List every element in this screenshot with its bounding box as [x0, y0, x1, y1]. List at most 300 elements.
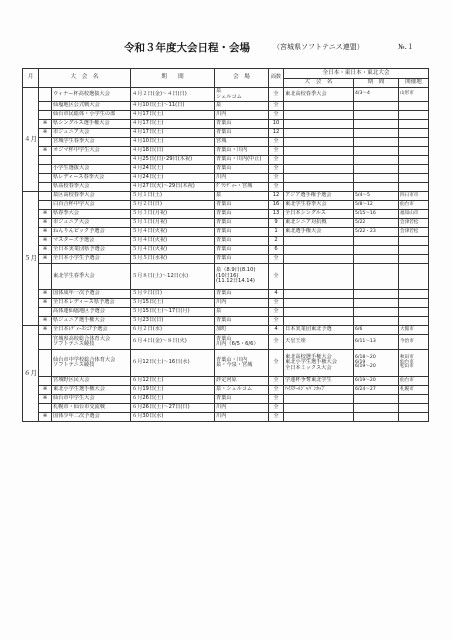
regional-event-name: 全日本シングルス: [284, 210, 354, 219]
name-header: 大 会 名: [39, 69, 131, 88]
event-name: 全日本レディース県予選会: [52, 299, 131, 308]
regional-event-period: [354, 264, 399, 290]
month-april: ４月: [23, 88, 39, 192]
event-name: 全日本実業団県予選会: [52, 246, 131, 255]
event-period: ４月17日(土): [131, 129, 215, 138]
court-count: 1: [269, 228, 284, 237]
regional-event-period: [354, 317, 399, 326]
regional-event-period: [354, 183, 399, 192]
event-venue: 青葉山: [215, 255, 269, 264]
event-venue: 川内: [215, 404, 269, 413]
event-venue-line: 青葉山・川内: [216, 356, 248, 363]
regional-event-period: [354, 120, 399, 129]
table-row: [23, 102, 429, 111]
regional-event-name: [284, 138, 354, 147]
regional-event-period: 5/15～16: [354, 210, 399, 219]
event-period: ４月18日(日): [131, 147, 215, 156]
regional-event-name: [284, 147, 354, 156]
regional-event-period: 4/3～4: [354, 88, 399, 102]
event-venue-line: 青葉山: [216, 335, 232, 342]
event-name: マスターズ予選会: [52, 237, 131, 246]
event-name: 県ジュニア選手権大会: [52, 317, 131, 326]
event-period: ５月８日(土)～12日(水): [131, 264, 215, 290]
regional-event-name: アジア選手権予選会: [284, 192, 354, 201]
table-row: [23, 413, 429, 422]
regional-event-name: [284, 165, 354, 174]
regional-event-period: [354, 129, 399, 138]
mark-cell: [39, 308, 52, 317]
regional-event-venue: [399, 264, 429, 290]
regional-event-name: [284, 111, 354, 120]
regional-event-period: [354, 290, 399, 299]
event-period: ５月15日(土)～17日(月): [131, 308, 215, 317]
regional-event-name: 天皇王座: [284, 335, 354, 350]
regional-event-name: [284, 350, 354, 377]
regional-event-venue: [399, 120, 429, 129]
event-venue-line: (11.12日14.14): [216, 278, 255, 285]
event-period: ６月26日(土)～27日(日): [131, 404, 215, 413]
month-june: ６月: [23, 326, 39, 422]
event-period: ４月17日(土): [131, 120, 215, 129]
table-row: [23, 377, 429, 386]
court-count: 全: [269, 404, 284, 413]
table-row: [23, 395, 429, 404]
regional-event-period: [354, 246, 399, 255]
mark-cell: [39, 174, 52, 183]
event-period: ４月17日(土): [131, 111, 215, 120]
event-period: ６月30日(水): [131, 413, 215, 422]
event-venue: 青葉山・川内(中止): [215, 156, 269, 165]
regional-event-venue: [399, 395, 429, 404]
mark-cell: [39, 192, 52, 201]
header-row-1: [23, 69, 429, 79]
regional-event-period: [354, 255, 399, 264]
event-venue: [215, 264, 269, 290]
regional-event-venue: [399, 156, 429, 165]
table-row: [23, 183, 429, 192]
event-venue-line: シェルコム: [216, 93, 242, 100]
regional-event-venue: 札幌市: [399, 386, 429, 395]
schedule-table: [22, 68, 429, 422]
regional-event-period-line: 6/19～20: [355, 364, 376, 370]
event-period: ６月４日(金)～８日(火): [131, 335, 215, 350]
table-row: [23, 219, 429, 228]
regional-event-venue: 会津若松: [399, 219, 429, 228]
regional-event-venue: [399, 290, 429, 299]
regional-event-period: 5/4～5: [354, 192, 399, 201]
regional-event-period: 6/11～13: [354, 335, 399, 350]
regional-event-venue: 会津若松: [399, 228, 429, 237]
regional-period-header: 期 間: [354, 79, 399, 88]
table-row: [23, 290, 429, 299]
event-name: 県レディース春季大会: [52, 174, 131, 183]
court-count: 4: [269, 326, 284, 335]
event-period: ５月４日(火祝): [131, 228, 215, 237]
court-count: 全: [269, 183, 284, 192]
event-name: [52, 156, 131, 165]
event-name: 全日本小学生予選会: [52, 255, 131, 264]
regional-event-venue: [399, 102, 429, 111]
table-row: [23, 308, 429, 317]
table-row: [23, 165, 429, 174]
event-name: [52, 350, 131, 377]
table-row: [23, 255, 429, 264]
page-number: №.１: [398, 43, 414, 51]
regional-event-name: [284, 308, 354, 317]
regional-event-venue: [399, 404, 429, 413]
regional-event-period: [354, 413, 399, 422]
regional-event-name: [284, 395, 354, 404]
event-period: ６月26日(土): [131, 395, 215, 404]
regional-event-period-line: 6/18～20: [355, 354, 376, 360]
court-count: 全: [269, 350, 284, 377]
event-venue: [215, 350, 269, 377]
table-row: [23, 138, 429, 147]
event-venue: 宮城: [215, 138, 269, 147]
event-name: 全日本ﾚﾃﾞｨｰｽｼﾆｱ予選会: [52, 326, 131, 335]
event-period: ４月24日(土): [131, 165, 215, 174]
regional-event-period: 6/19～20: [354, 377, 399, 386]
event-period: ４月10日(土)～11(日): [131, 102, 215, 111]
month-may: ５月: [23, 192, 39, 326]
mark-cell: [39, 377, 52, 386]
court-count: 13: [269, 210, 284, 219]
mark-cell: [39, 165, 52, 174]
regional-event-period: [354, 147, 399, 156]
regional-event-name: [284, 120, 354, 129]
regional-event-venue: 山形市: [399, 88, 429, 102]
venue-header: 会 場: [215, 69, 269, 88]
table-row: [23, 326, 429, 335]
table-row: [23, 350, 429, 377]
event-period: ５月３日(月祝): [131, 219, 215, 228]
event-name: 市ジュニア大会: [52, 129, 131, 138]
event-period: ６月12日(土)～16日(水): [131, 350, 215, 377]
table-row: [23, 246, 429, 255]
mark-cell: ※: [39, 228, 52, 237]
regional-name-header: 大 会 名: [284, 79, 354, 88]
event-venue: 泉: [215, 102, 269, 111]
mark-cell: [39, 156, 52, 165]
court-count: 16: [269, 201, 284, 210]
mark-cell: ※: [39, 299, 52, 308]
regional-event-name: [284, 290, 354, 299]
event-period: ５月９日(日): [131, 290, 215, 299]
court-count: 12: [269, 129, 284, 138]
regional-event-name-line: 東北小学生選手権大会: [285, 359, 337, 366]
regional-event-venue: [399, 129, 429, 138]
event-venue: 青葉山: [215, 246, 269, 255]
court-count: 全: [269, 174, 284, 183]
mark-cell: [39, 102, 52, 111]
mark-cell: ※: [39, 255, 52, 264]
event-name: 高体連仙塩地区予選会: [52, 308, 131, 317]
mark-cell: ※: [39, 147, 52, 156]
event-venue: 川内: [215, 413, 269, 422]
table-row: [23, 129, 429, 138]
period-header: 期 間: [131, 69, 215, 88]
regional-event-period: [354, 165, 399, 174]
event-period: ４月24日(土): [131, 174, 215, 183]
table-row: [23, 335, 429, 350]
regional-event-period: 6/6: [354, 326, 399, 335]
event-period: ６月２日(水): [131, 326, 215, 335]
regional-event-period: 5/22: [354, 219, 399, 228]
mark-cell: [39, 335, 52, 350]
event-period: ５月３日(月祝): [131, 210, 215, 219]
table-row: [23, 228, 429, 237]
event-venue: 青葉山: [215, 228, 269, 237]
event-venue: 青葉山: [215, 237, 269, 246]
event-name: 白百合杯中学大会: [52, 201, 131, 210]
event-period: ４月27日(火)～29日(木祝): [131, 183, 215, 192]
event-name: 県高校春季大会: [52, 183, 131, 192]
table-row: [23, 264, 429, 290]
regional-event-period: [354, 111, 399, 120]
event-name: 泉区高校春季大会: [52, 192, 131, 201]
court-count: 全: [269, 138, 284, 147]
regional-event-period: [354, 299, 399, 308]
mark-cell: [39, 350, 52, 377]
event-venue: 青葉山: [215, 290, 269, 299]
event-venue: 評定河原: [215, 377, 269, 386]
regional-event-venue: [399, 350, 429, 377]
court-count: 全: [269, 147, 284, 156]
regional-event-period: 5/8～12: [354, 201, 399, 210]
event-venue: 川内: [215, 111, 269, 120]
event-venue: ｸﾞﾗﾝﾃﾞｨｰ・宮城: [215, 183, 269, 192]
regional-event-name: [284, 237, 354, 246]
regional-event-name: 日本実業団東北予選: [284, 326, 354, 335]
court-count: 全: [269, 88, 284, 102]
event-name: 札幌市・仙台市交流戦: [52, 404, 131, 413]
event-venue: 青葉山・川内: [215, 147, 269, 156]
regional-event-period: [354, 308, 399, 317]
regional-event-name: 学連杯争奪東北学生: [284, 377, 354, 386]
regional-event-venue: 仙台市: [399, 201, 429, 210]
regional-event-period: [354, 138, 399, 147]
event-name-line: 宮城県高校総合体育大会: [53, 335, 111, 342]
regional-event-venue-line: 仙台市: [400, 359, 414, 365]
regional-event-venue: 福知山市: [399, 210, 429, 219]
event-period: ６月12日(土): [131, 377, 215, 386]
table-row: [23, 317, 429, 326]
court-count: 10: [269, 120, 284, 129]
regional-event-venue-line: 松山市: [400, 364, 414, 370]
regional-event-name: [284, 129, 354, 138]
event-venue: 加町: [215, 326, 269, 335]
event-venue: 青葉山: [215, 129, 269, 138]
event-venue: 青葉山: [215, 317, 269, 326]
event-venue: 青葉山: [215, 219, 269, 228]
regional-event-venue: [399, 138, 429, 147]
mark-cell: [39, 183, 52, 192]
event-venue-line: 泉・今泉・宮城: [216, 362, 253, 368]
event-venue-line: 泉: [216, 88, 222, 95]
event-name: 県シングルス選手権大会: [52, 120, 131, 129]
event-venue: [215, 88, 269, 102]
event-name: 国体少年二次予選会: [52, 413, 131, 422]
table-row: [23, 88, 429, 102]
court-count: 全: [269, 413, 284, 422]
court-count: 全: [269, 255, 284, 264]
regional-event-name: [284, 102, 354, 111]
court-count: 全: [269, 156, 284, 165]
table-row: [23, 120, 429, 129]
table-row: [23, 147, 429, 156]
event-name: オジマ杯中学生大会: [52, 147, 131, 156]
mark-cell: ※: [39, 219, 52, 228]
table-row: [23, 299, 429, 308]
regional-event-name: [284, 183, 354, 192]
court-count: 全: [269, 317, 284, 326]
regional-event-name: [284, 299, 354, 308]
court-count: 4: [269, 290, 284, 299]
regional-event-name: [284, 413, 354, 422]
regional-event-name: [284, 255, 354, 264]
event-name: 東北小学生選手権大会: [52, 386, 131, 395]
regional-venue-header: 開催地: [399, 79, 429, 88]
court-count: 全: [269, 102, 284, 111]
regional-event-venue: [399, 111, 429, 120]
regional-event-venue: [399, 255, 429, 264]
mark-cell: [39, 111, 52, 120]
table-row: [23, 111, 429, 120]
event-venue: 泉・シェルコム: [215, 386, 269, 395]
event-period: ４月２日(金)～４日(日): [131, 88, 215, 102]
regional-event-name-line: 東北高校選手権大会: [285, 353, 332, 360]
event-venue: 川内: [215, 174, 269, 183]
event-venue: 青葉山: [215, 210, 269, 219]
court-count: 全: [269, 165, 284, 174]
table-row: [23, 210, 429, 219]
regional-event-venue: 大館市: [399, 326, 429, 335]
regional-event-name-line: 全日本ミックス大会: [285, 364, 332, 371]
event-period: ４月25日(日)･29日(木祝): [131, 156, 215, 165]
event-name-line: ソフトテニス競技: [53, 362, 95, 368]
court-count: 全: [269, 377, 284, 386]
event-venue-line: 川内（6/5・6/6）: [216, 341, 259, 347]
court-count: 全: [269, 299, 284, 308]
regional-event-venue: [399, 413, 429, 422]
event-venue: 泉: [215, 192, 269, 201]
court-count: 全: [269, 386, 284, 395]
regional-event-name: [284, 317, 354, 326]
regional-event-venue: [399, 299, 429, 308]
count-header: 面数: [269, 69, 284, 88]
table-row: [23, 192, 429, 201]
regional-event-venue: 仙台市: [399, 377, 429, 386]
table-row: [23, 404, 429, 413]
regional-event-name: [284, 264, 354, 290]
regional-event-period: 5/22・23: [354, 228, 399, 237]
mark-cell: [39, 201, 52, 210]
mark-cell: [39, 88, 52, 102]
regional-header: 全日本・東日本・東北大会: [284, 69, 429, 79]
event-name-line: ソフトテニス競技: [53, 341, 95, 347]
regional-event-period: [354, 350, 399, 377]
regional-event-name: [284, 246, 354, 255]
event-name-line: 仙台市中学校総合体育大会: [53, 356, 116, 363]
event-name: ウィナー杯高校選抜大会: [52, 88, 131, 102]
regional-event-venue: [399, 183, 429, 192]
month-header: 月: [23, 69, 39, 88]
court-count: 全: [269, 264, 284, 290]
court-count: 6: [269, 246, 284, 255]
event-period: ４月10日(土): [131, 138, 215, 147]
page-title: 令和３年度大会日程・会場: [124, 42, 250, 54]
regional-event-venue: [399, 237, 429, 246]
regional-event-venue: [399, 174, 429, 183]
mark-cell: [39, 264, 52, 290]
event-name: 国体成年一次予選会: [52, 290, 131, 299]
table-row: [23, 386, 429, 395]
regional-event-venue-line: 秋田市: [400, 354, 414, 360]
mark-cell: ※: [39, 120, 52, 129]
mark-cell: [39, 404, 52, 413]
schedule-body: [23, 88, 429, 422]
mark-cell: [39, 138, 52, 147]
event-venue: 川内: [215, 299, 269, 308]
regional-event-name: 東北選手権大会: [284, 228, 354, 237]
event-name: [52, 335, 131, 350]
event-period: ６月19日(土): [131, 386, 215, 395]
regional-event-period: [354, 102, 399, 111]
table-row: [23, 156, 429, 165]
title-row: [0, 40, 452, 56]
mark-cell: ※: [39, 317, 52, 326]
event-venue: 泉: [215, 308, 269, 317]
table-row: [23, 201, 429, 210]
event-name: 仙塩地区公式戦大会: [52, 102, 131, 111]
organization-name: （宮城県ソフトテニス連盟）: [273, 43, 364, 51]
mark-cell: ※: [39, 246, 52, 255]
regional-event-period: [354, 237, 399, 246]
regional-event-name: [284, 156, 354, 165]
court-count: 全: [269, 395, 284, 404]
regional-event-venue: 今治市: [399, 335, 429, 350]
regional-event-name: ﾊｲｽｸｰﾙｼﾞｬﾊﾟﾝｶｯﾌﾟ: [284, 386, 354, 395]
event-period: ５月４日(火祝): [131, 237, 215, 246]
event-period: ５月１日(土): [131, 192, 215, 201]
table-row: [23, 237, 429, 246]
mark-cell: ※: [39, 413, 52, 422]
mark-cell: ※: [39, 210, 52, 219]
regional-event-venue: [399, 165, 429, 174]
event-venue: 青葉山: [215, 165, 269, 174]
court-count: 全: [269, 111, 284, 120]
court-count: 9: [269, 219, 284, 228]
regional-event-name: [284, 174, 354, 183]
mark-cell: ※: [39, 386, 52, 395]
mark-cell: ※: [39, 395, 52, 404]
regional-event-period: [354, 174, 399, 183]
event-venue: 青葉山: [215, 395, 269, 404]
mark-cell: ※: [39, 129, 52, 138]
table-row: [23, 174, 429, 183]
event-venue: [215, 335, 269, 350]
event-name: 市ジュニア大会: [52, 219, 131, 228]
regional-event-period-line: 6/19: [355, 359, 366, 365]
event-venue: 青葉山: [215, 120, 269, 129]
regional-event-name: 東北学生春季大会: [284, 201, 354, 210]
regional-event-name: 東北高校春季大会: [284, 88, 354, 102]
event-name: ねんりんピック予選会: [52, 228, 131, 237]
regional-event-venue: 四日市市: [399, 192, 429, 201]
event-period: ５月２日(日): [131, 201, 215, 210]
event-name: 宮城学生春季大会: [52, 138, 131, 147]
event-venue: 青葉山: [215, 201, 269, 210]
